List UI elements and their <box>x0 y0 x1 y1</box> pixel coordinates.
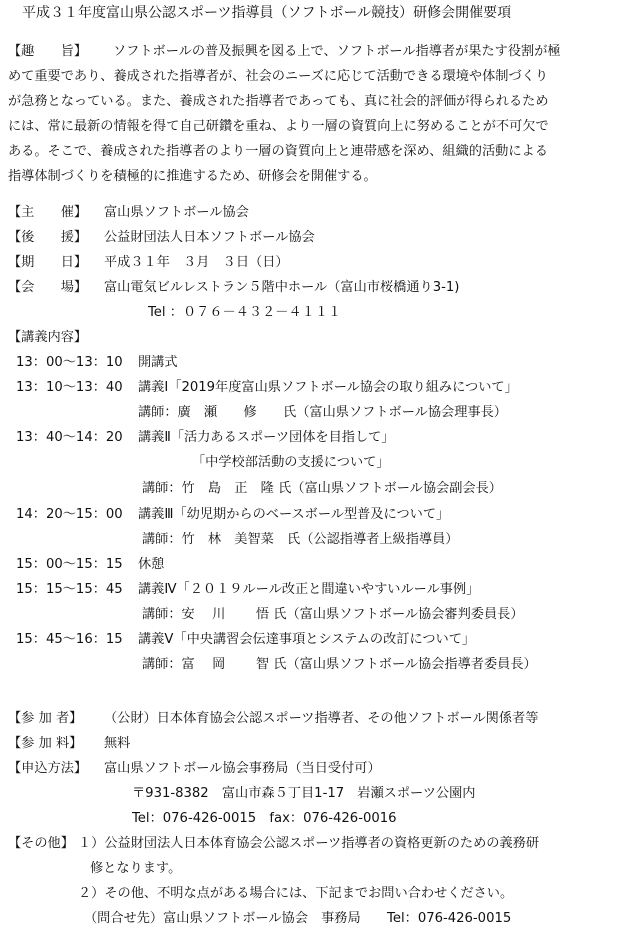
shushi-line-6: 指導体制づくりを積極的に推進するため、研修会を開催する。 <box>8 169 377 184</box>
kaijo-tel: Tel ：０７６－４３２－４１１１ <box>148 305 342 320</box>
shushi-line-1: ソフトボールの普及振興を図る上で、ソフトボール指導者が果たす役割が極 <box>113 44 561 59</box>
kijitsu-value: 平成３１年 ３月 ３日（日） <box>104 255 289 270</box>
kaijo-value: 富山電気ビルレストラン５階中ホール（富山市桜橋通り3-1) <box>104 280 460 295</box>
koen-value: 公益財団法人日本ソフトボール協会 <box>104 230 315 245</box>
sonota-note-1: １）公益財団法人日本体育協会公認スポーツ指導者の資格更新のための義務研 <box>78 836 540 851</box>
koen-label: 【後 援】 <box>8 230 88 245</box>
sankasha-label: 【参 加 者】 <box>8 711 83 726</box>
kijitsu-label: 【期 日】 <box>8 255 88 270</box>
schedule-time: 14：20～15：00 <box>16 507 123 522</box>
shusai-label: 【主 催】 <box>8 205 88 220</box>
sankasha-value: （公財）日本体育協会公認スポーツ指導者、その他ソフトボール関係者等 <box>104 711 539 726</box>
kaijo-label: 【会 場】 <box>8 280 88 295</box>
shushi-line-5: ある。そこで、養成された指導者のより一層の資質向上と連帯感を深め、組織的活動による <box>8 144 548 159</box>
sonota-note-1-cont: 修となります。 <box>90 861 182 876</box>
shushi-line-4: には、常に最新の情報を得て自己研鑽を重ね、より一層の資質向上に努めることが不可欠で <box>8 119 549 134</box>
contact-line: （問合せ先）富山県ソフトボール協会 事務局 Tel：076-426-0015 <box>84 911 512 926</box>
lecturer-line: 講師：廣 瀬 修 氏（富山県ソフトボール協会理事長） <box>138 405 507 420</box>
schedule-time: 15：45～16：15 <box>16 632 123 647</box>
schedule-text: 講義Ⅰ「2019年度富山県ソフトボール協会の取り組みについて」 <box>138 380 518 395</box>
lecturer-line: 講師：竹 島 正 隆 氏（富山県ソフトボール協会副会長） <box>142 481 502 496</box>
lecturer-line: 講師：竹 林 美智菜 氏（公認指導者上級指導員） <box>142 532 459 547</box>
moushikomi-value: 富山県ソフトボール協会事務局（当日受付可） <box>104 761 381 776</box>
sankaryo-value: 無料 <box>104 736 131 751</box>
schedule-time: 15：15～15：45 <box>16 582 123 597</box>
office-telfax: Tel：076-426-0015 fax：076-426-0016 <box>132 811 397 826</box>
shushi-label: 【趣 旨】 <box>8 44 88 59</box>
schedule-text: 講義Ⅱ「活力あるスポーツ団体を目指して」 <box>138 430 395 445</box>
schedule-text: 講義Ⅴ「中央講習会伝達事項とシステムの改訂について」 <box>138 632 476 647</box>
schedule-text: 休憩 <box>138 557 165 572</box>
shushi-line-3: が急務となっている。また、養成された指導者であっても、真に社会的評価が得られるため <box>8 94 549 109</box>
sankaryo-label: 【参 加 料】 <box>8 736 83 751</box>
shushi-line-2: めて重要であり、養成された指導者が、社会のニーズに応じて活動できる環境や体制づくり <box>8 69 549 84</box>
schedule-text: 開講式 <box>138 355 178 370</box>
schedule-time: 13：00～13：10 <box>16 355 123 370</box>
lecturer-line: 講師：安 川 悟 氏（富山県ソフトボール協会審判委員長） <box>142 607 524 622</box>
document-title: 平成３１年度富山県公認スポーツ指導員（ソフトボール競技）研修会開催要項 <box>22 5 512 21</box>
schedule-label: 【講義内容】 <box>8 330 88 345</box>
moushikomi-label: 【申込方法】 <box>8 761 88 776</box>
shusai-value: 富山県ソフトボール協会 <box>104 205 249 220</box>
schedule-subtitle: 「中学校部活動の支援について」 <box>192 455 390 470</box>
schedule-text: 講義Ⅲ「幼児期からのベースボール型普及について」 <box>138 507 450 522</box>
schedule-time: 15：00～15：15 <box>16 557 123 572</box>
sonota-note-2: ２）その他、不明な点がある場合には、下記までお問い合わせください。 <box>78 886 514 901</box>
office-address: 〒931-8382 富山市森５丁目1-17 岩瀬スポーツ公園内 <box>132 786 476 801</box>
sonota-label: 【その他】 <box>8 836 74 851</box>
lecturer-line: 講師：富 岡 智 氏（富山県ソフトボール協会指導者委員長） <box>142 657 537 672</box>
schedule-time: 13：10～13：40 <box>16 380 123 395</box>
schedule-time: 13：40～14：20 <box>16 430 123 445</box>
schedule-text: 講義Ⅳ「２０１９ルール改正と間違いやすいルール事例」 <box>138 582 480 597</box>
